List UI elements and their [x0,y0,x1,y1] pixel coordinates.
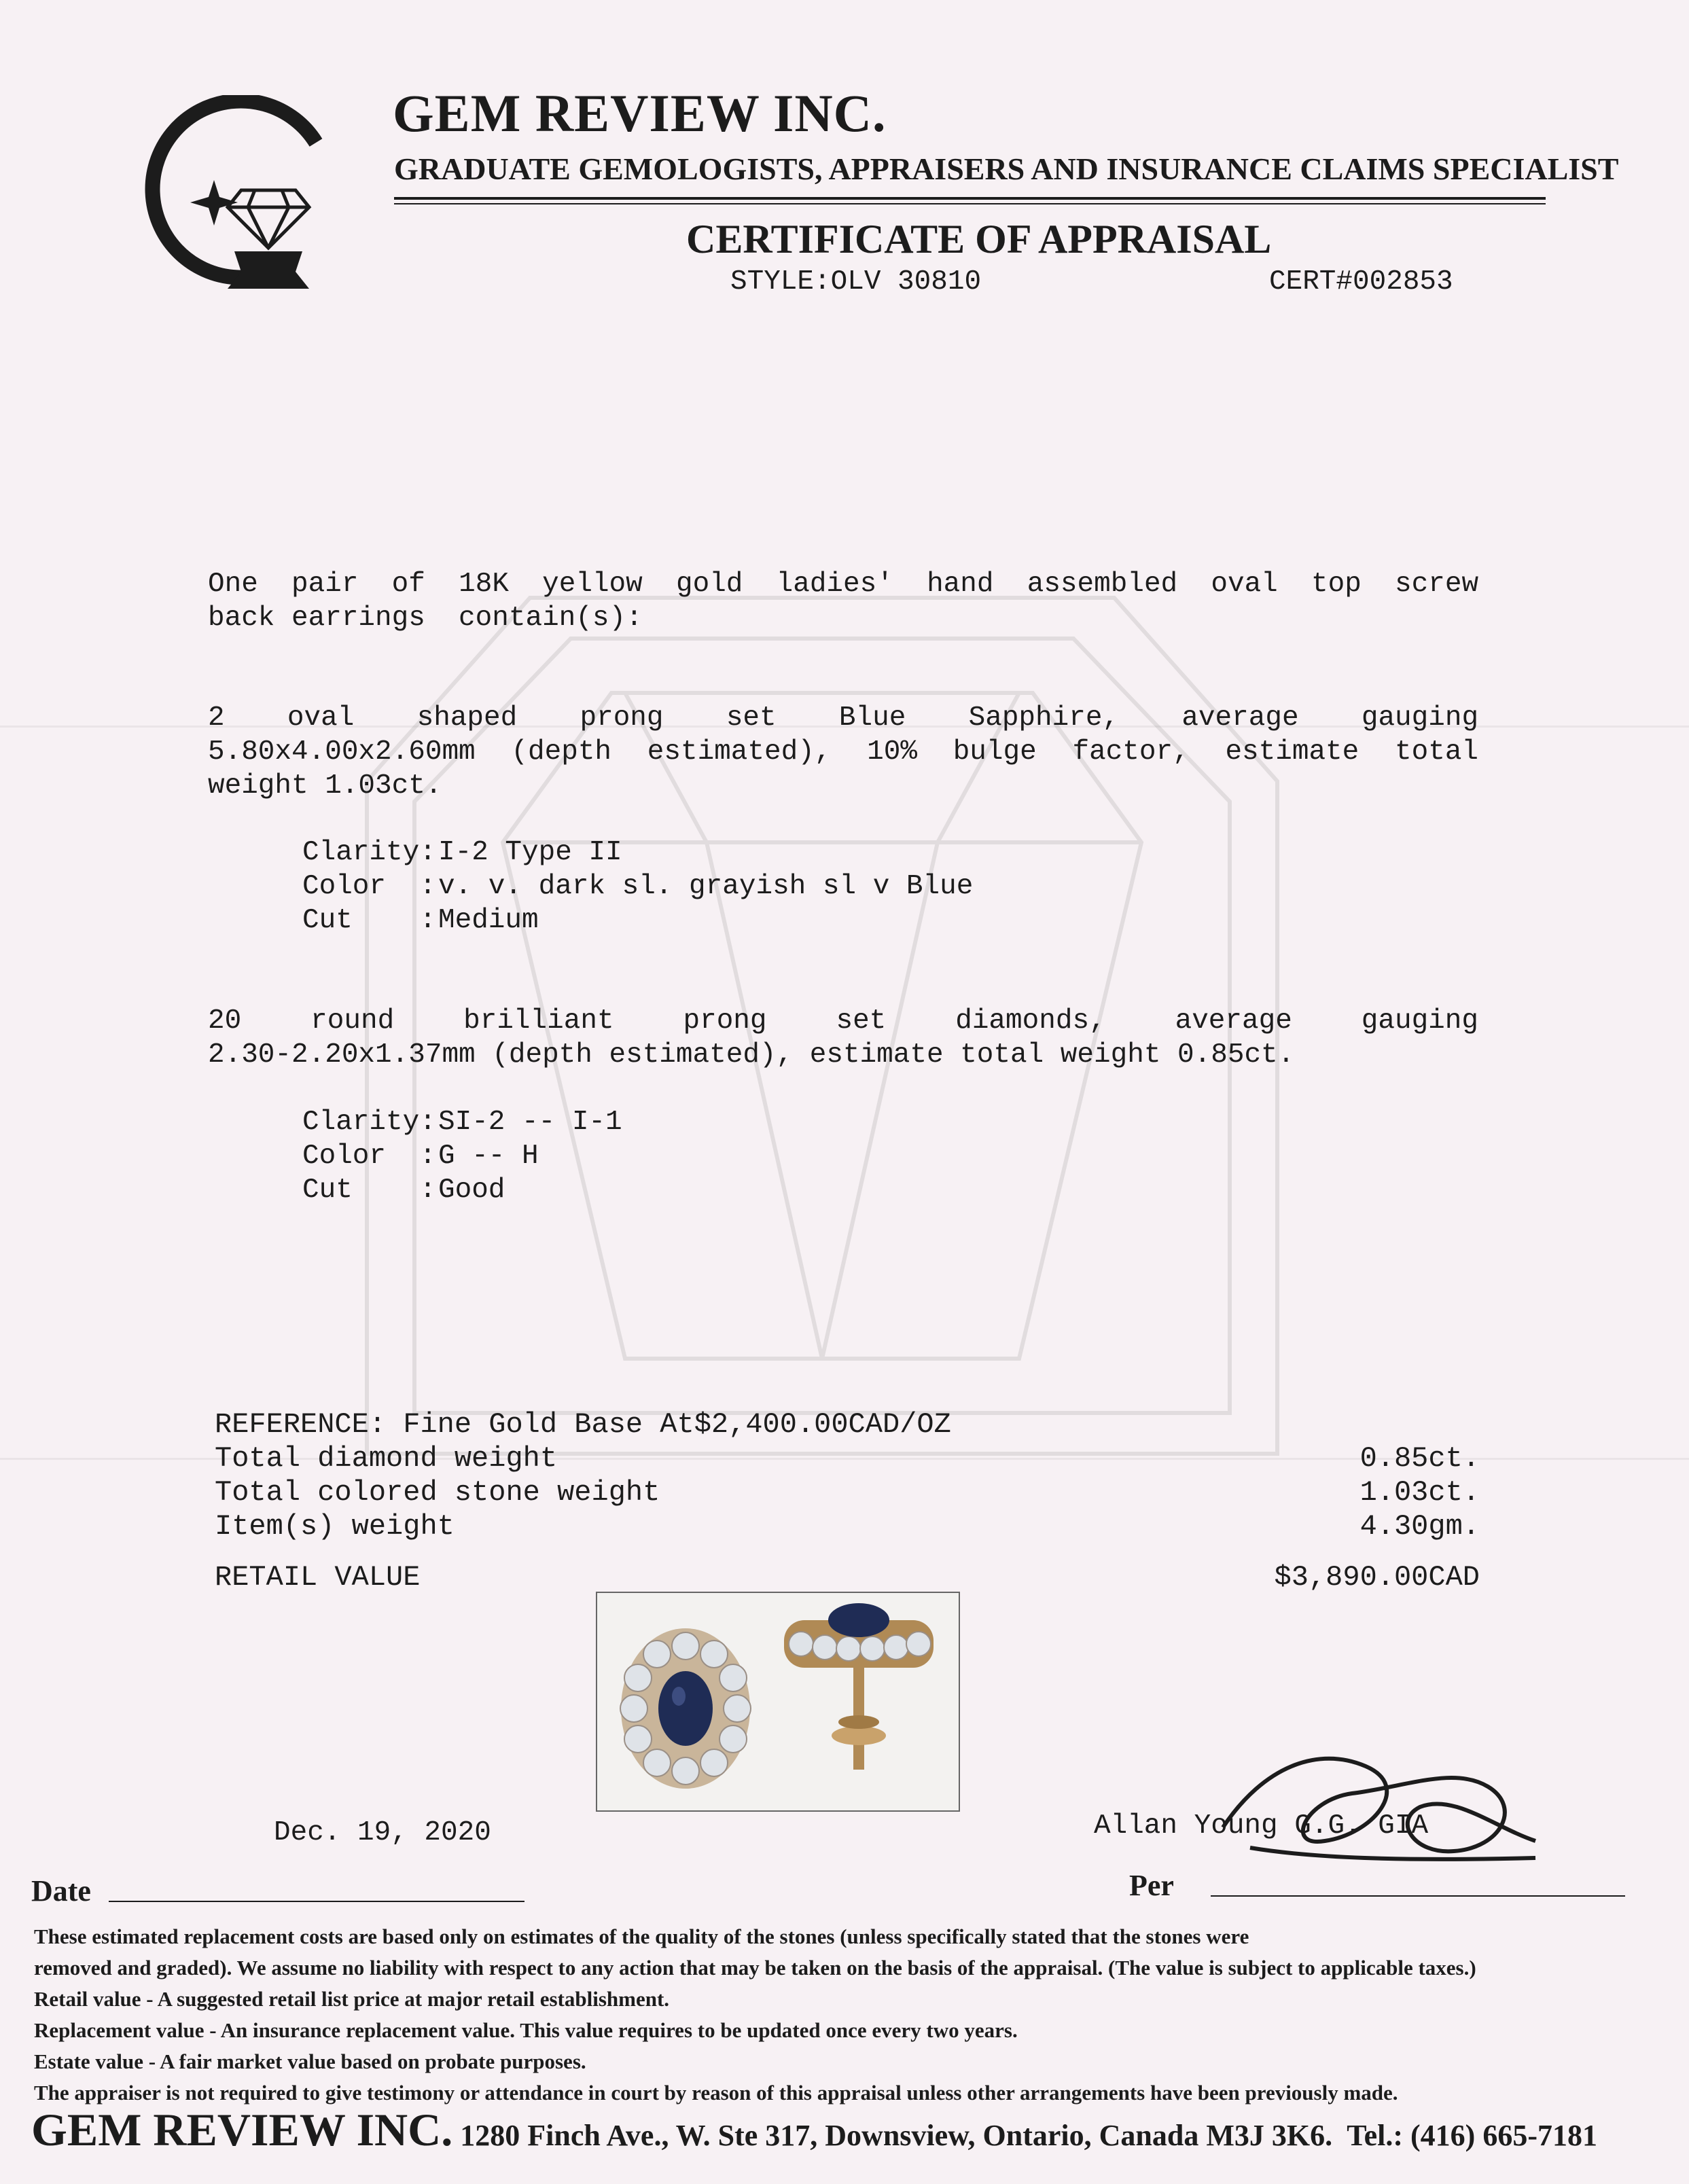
description-line [208,735,1478,769]
description-word: assembled [1027,569,1178,600]
diamond-specs [302,1105,622,1207]
certificate-number: CERT#002853 [1269,266,1453,298]
description-line: weight 1.03ct. [208,770,442,802]
description-word: gauging [1361,1005,1478,1037]
spec-key: Color : [302,1141,436,1172]
spec-row [302,903,973,937]
reference-label: Item(s) weight [215,1510,455,1543]
description-word: hand [927,569,994,600]
spec-value: v. v. dark sl. grayish sl v Blue [438,871,974,902]
sapphire-specs [302,836,973,937]
description-word: pair [291,569,359,600]
header-rule [394,197,1546,200]
description-word: average [1181,702,1299,734]
reference-label: Total colored stone weight [215,1476,660,1509]
retail-row [215,1560,1480,1594]
description-word: total [1395,736,1479,768]
description-word: screw [1395,569,1479,600]
description-word: yellow [542,569,643,600]
description-word: One [208,569,258,600]
description-word: diamonds, [955,1005,1106,1037]
reference-label: Total diamond weight [215,1442,558,1475]
footer-company-name: GEM REVIEW INC. [31,2104,453,2155]
description-word: factor, [1072,736,1190,768]
disclaimer-line: These estimated replacement costs are based only on estimates of the quality of the stones (unless specifically stated that the stones were [34,1925,1249,1948]
description-line [208,1004,1478,1038]
footer [31,2103,1597,2157]
description-word: estimated), [647,736,832,768]
description-word: gauging [1361,702,1479,734]
disclaimer-line: Estate value - A fair market value based on probate purposes. [34,2049,586,2073]
description-word: 10% [867,736,917,768]
description-word: 20 [208,1005,242,1037]
disclaimer-line: removed and graded). We assume no liability with respect to any action that may be taken on the basis of the appraisal. (The value is subject to applicable taxes.) [34,1956,1476,1980]
spec-value: Medium [438,905,539,936]
description-word: 18K [459,569,509,600]
description-word: estimate [1225,736,1359,768]
description-word: round [310,1005,395,1037]
description-word: brilliant [463,1005,614,1037]
appraisal-date: Dec. 19, 2020 [274,1817,491,1848]
per-line [1211,1895,1625,1897]
spec-key: Color : [302,871,436,902]
appraiser-signature [1209,1725,1549,1882]
style-number: STYLE:OLV 30810 [730,266,982,298]
company-name: GEM REVIEW INC. [393,84,887,143]
reference-line: REFERENCE: Fine Gold Base At$2,400.00CAD/OZ [215,1408,951,1441]
description-word: oval [287,702,355,734]
sapphire-description [208,701,1478,803]
earrings-photo [596,1592,960,1812]
description-line [208,701,1478,735]
description-word: 2 [208,702,225,734]
description-word: gold [675,569,743,600]
description-word: average [1175,1005,1292,1037]
retail-label: RETAIL VALUE [215,1561,421,1594]
date-label: Date [31,1874,91,1908]
disclaimer-line: Retail value - A suggested retail list price at major retail establishment. [34,1987,670,2011]
spec-value: G -- H [438,1141,539,1172]
reference-block [215,1408,1480,1594]
description-word: prong [683,1005,767,1037]
spec-value: I-2 Type II [438,837,622,868]
date-line [109,1901,525,1902]
description-line [208,567,1478,601]
reference-row [215,1509,1480,1543]
spec-key: Cut : [302,905,436,936]
company-tagline: GRADUATE GEMOLOGISTS, APPRAISERS AND INSURANCE CLAIMS SPECIALIST [394,151,1619,186]
disclaimer-line: The appraiser is not required to give testimony or attendance in court by reason of this appraisal unless other arrangements have been previously made. [34,2081,1398,2105]
description-word: top [1311,569,1362,600]
disclaimer [34,1921,1678,2109]
certificate-title: CERTIFICATE OF APPRAISAL [686,217,1272,262]
description-word: bulge [953,736,1037,768]
appraiser-name: Allan Young G.G. GIA [1094,1810,1429,1842]
description-word: of [391,569,425,600]
description-word: 5.80x4.00x2.60mm [208,736,476,768]
description-word: oval [1211,569,1278,600]
description-word: prong [580,702,664,734]
company-logo-icon [132,95,330,299]
spec-key: Clarity: [302,1107,436,1138]
description-line: back earrings contain(s): [208,603,643,634]
reference-row [215,1475,1480,1509]
description-line: 2.30-2.20x1.37mm (depth estimated), estimate total weight 0.85ct. [208,1039,1295,1071]
spec-row [302,1105,622,1139]
description-word: set [726,702,777,734]
header-rule [394,203,1546,204]
spec-row [302,870,973,903]
description-word: Sapphire, [968,702,1120,734]
description-word: ladies' [776,569,893,600]
description-word: shaped [416,702,518,734]
spec-key: Cut : [302,1175,436,1206]
item-description [208,567,1478,635]
diamond-description [208,1004,1478,1072]
per-label: Per [1129,1869,1174,1902]
reference-row [215,1442,1480,1475]
spec-row [302,1173,622,1207]
spec-key: Clarity: [302,837,436,868]
spec-value: Good [438,1175,505,1206]
reference-value: 4.30gm. [1359,1510,1480,1543]
description-word: Blue [838,702,906,734]
spec-value: SI-2 -- I-1 [438,1107,622,1138]
retail-value: $3,890.00CAD [1274,1561,1480,1594]
reference-value: 1.03ct. [1359,1476,1480,1509]
description-word: set [836,1005,887,1037]
description-word: (depth [511,736,612,768]
reference-value: 0.85ct. [1359,1442,1480,1475]
disclaimer-line: Replacement value - An insurance replacement value. This value requires to be updated once every two years. [34,2018,1018,2042]
reference-rows [215,1442,1480,1543]
spec-row [302,1139,622,1173]
spec-row [302,836,973,870]
footer-address: 1280 Finch Ave., W. Ste 317, Downsview, Ontario, Canada M3J 3K6. Tel.: (416) 665-7181 [452,2119,1597,2152]
